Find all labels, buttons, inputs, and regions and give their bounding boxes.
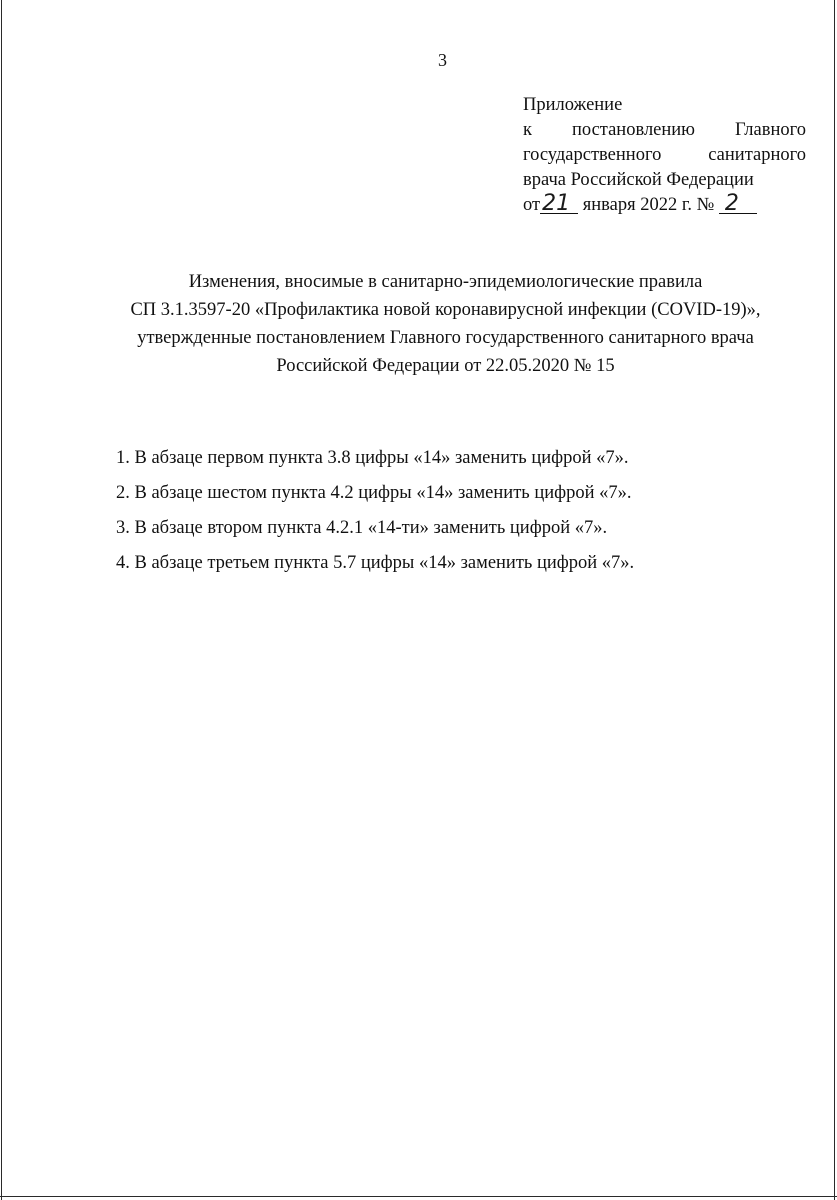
date-prefix: от bbox=[523, 195, 541, 215]
handwritten-day: 21 bbox=[540, 195, 578, 214]
page-number: 3 bbox=[438, 50, 447, 70]
amendment-item: 1. В абзаце первом пункта 3.8 цифры «14» заменить цифрой «7». bbox=[116, 448, 629, 468]
date-middle: января 2022 г. № bbox=[582, 195, 715, 215]
title-line: СП 3.1.3597-20 «Профилактика новой коронавирусной инфекции (COVID-19)», bbox=[130, 300, 761, 320]
amendments-list bbox=[116, 447, 634, 587]
scan-edge-left bbox=[1, 0, 2, 1200]
amendment-item: 2. В абзаце шестом пункта 4.2 цифры «14» заменить цифрой «7». bbox=[116, 483, 632, 503]
approval-line-2 bbox=[523, 118, 806, 143]
amendment-item: 3. В абзаце втором пункта 4.2.1 «14-ти» заменить цифрой «7». bbox=[116, 518, 608, 538]
approval-word: к bbox=[523, 120, 532, 140]
scan-edge-bottom bbox=[0, 1196, 837, 1197]
title-line: утвержденные постановлением Главного государственного санитарного врача bbox=[137, 328, 754, 348]
handwritten-number: 2 bbox=[719, 195, 757, 214]
document-title bbox=[60, 268, 831, 380]
approval-word: постановлению bbox=[571, 120, 696, 140]
title-line: Российской Федерации от 22.05.2020 № 15 bbox=[276, 356, 615, 376]
amendment-item: 4. В абзаце третьем пункта 5.7 цифры «14» заменить цифрой «7». bbox=[116, 553, 635, 573]
approval-block bbox=[523, 93, 806, 218]
approval-line-3 bbox=[523, 143, 806, 168]
approval-word: Главного bbox=[734, 120, 806, 140]
title-line: Изменения, вносимые в санитарно-эпидемиологические правила bbox=[188, 272, 703, 292]
approval-line-4: врача Российской Федерации bbox=[523, 170, 754, 190]
approval-date-line bbox=[523, 193, 806, 218]
approval-word: государственного bbox=[523, 145, 662, 165]
scan-edge-right bbox=[834, 0, 835, 1200]
approval-line-1: Приложение bbox=[523, 95, 623, 115]
approval-word: санитарного bbox=[708, 145, 806, 165]
